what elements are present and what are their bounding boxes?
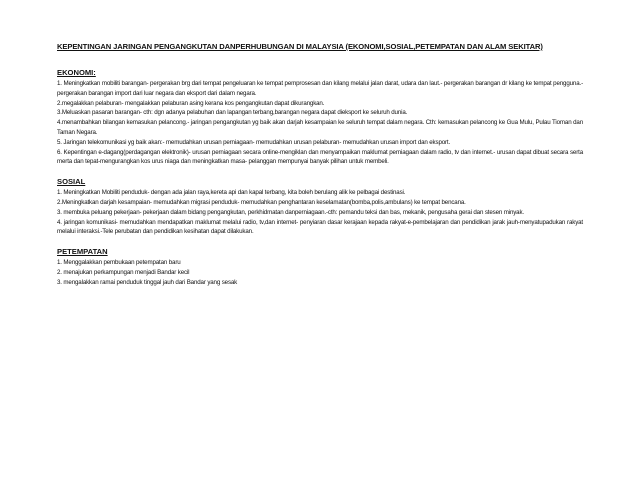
paragraph: 4. jaringan komunikasi- memudahkan mendapatkan maklumat melalui radio, tv,dan internet- penyiaran dasar kerajaan kepada rakyat-e-pembelajaran dan pendidikan jarak jauh-menyatupadukan rakyat melalui interaksi.-Tele perubatan dan pendidikan kesihatan dapat dilakukan.: [57, 218, 583, 236]
section-ekonomi: [57, 68, 583, 167]
paragraph: 2.megalakkan pelaburan- mengalakkan pelaburan asing kerana kos pengangkutan dapat dikurangkan.: [57, 99, 325, 107]
document-title: KEPENTINGAN JARINGAN PENGANGKUTAN DANPERHUBUNGAN DI MALAYSIA (EKONOMI,SOSIAL,PETEMPATAN DAN ALAM SEKITAR): [57, 42, 543, 51]
paragraph: 6. Kepentingan e-dagang(perdagangan elektronik)- urusan perniagaan secara online-mengiklan dan menyampaikan maklumat perniagaan dalam radio, tv dan internet.- urusan dapat dibuat secara serta merta dan tepat-mengurangkan kos urus niaga dan meningkatkan masa- pelanggan mempunyai banyak pilihan untuk membeli.: [57, 148, 583, 166]
paragraph: 5. Jaringan telekomunikasi yg baik akan:- memudahkan urusan perniagaan- memudahkan urusan pelaburan- memudahkan urusan import dan eksport.: [57, 138, 451, 146]
section-heading-petempatan: PETEMPATAN: [57, 247, 108, 257]
paragraph: 1. Meningkatkan Mobiliti penduduk- dengan ada jalan raya,kereta api dan kapal terbang, kita boleh berulang alik ke pelbagai destinasi.: [57, 189, 406, 197]
paragraph: 3.Meluaskan pasaran barangan- cth: dgn adanya pelabuhan dan lapangan terbang,barangan negara dapat dieksport ke seluruh dunia.: [57, 109, 408, 117]
paragraph: 1. Menggalakkan pembukaan petempatan baru: [57, 259, 181, 267]
paragraph: 1. Meningkatkan mobiliti barangan- pergerakan brg dari tempat pengeluaran ke tempat pemprosesan dan kilang melalui jalan darat, udara dan laut.- pergerakan barangan dr kilang ke tempat pengguna.- pergerakan barangan import dari luar negara dan eksport dari dalam negara.: [57, 80, 583, 97]
section-petempatan: [57, 247, 583, 287]
paragraph: 4.menambahkan bilangan kemasukan pelancong.- jaringan pengangkutan yg baik akan darjah kesampaian ke seluruh tempat dalam negara. Cth: kemasukan pelancong ke Gua Mulu, Pulau Tioman dan Taman Negara.: [57, 119, 583, 136]
paragraph: 2. menajukan perkampungan menjadi Bandar kecil: [57, 268, 190, 276]
section-heading-sosial: SOSIAL: [57, 177, 86, 187]
paragraph: 3. membuka peluang pekerjaan- pekerjaan dalam bidang pengangkutan, perkhidmatan danperniagaan.-cth: pemandu teksi dan bas, mekanik, pengusaha gerai dan stesen minyak.: [57, 208, 524, 216]
paragraph: 3. mengalakkan ramai penduduk tinggal jauh dari Bandar yang sesak: [57, 278, 238, 286]
paragraph: 2.Meningkatkan darjah kesampaian- memudahkan migrasi penduduk- memudahkan penghantaran keselamatan(bomba,polis,ambulans) ke tempat bencana.: [57, 198, 466, 206]
section-body-ekonomi: [57, 79, 583, 167]
section-body-sosial: [57, 188, 583, 237]
section-body-petempatan: [57, 258, 583, 287]
document-page: [57, 42, 583, 298]
section-sosial: [57, 177, 583, 237]
section-heading-ekonomi: EKONOMI:: [57, 68, 96, 77]
